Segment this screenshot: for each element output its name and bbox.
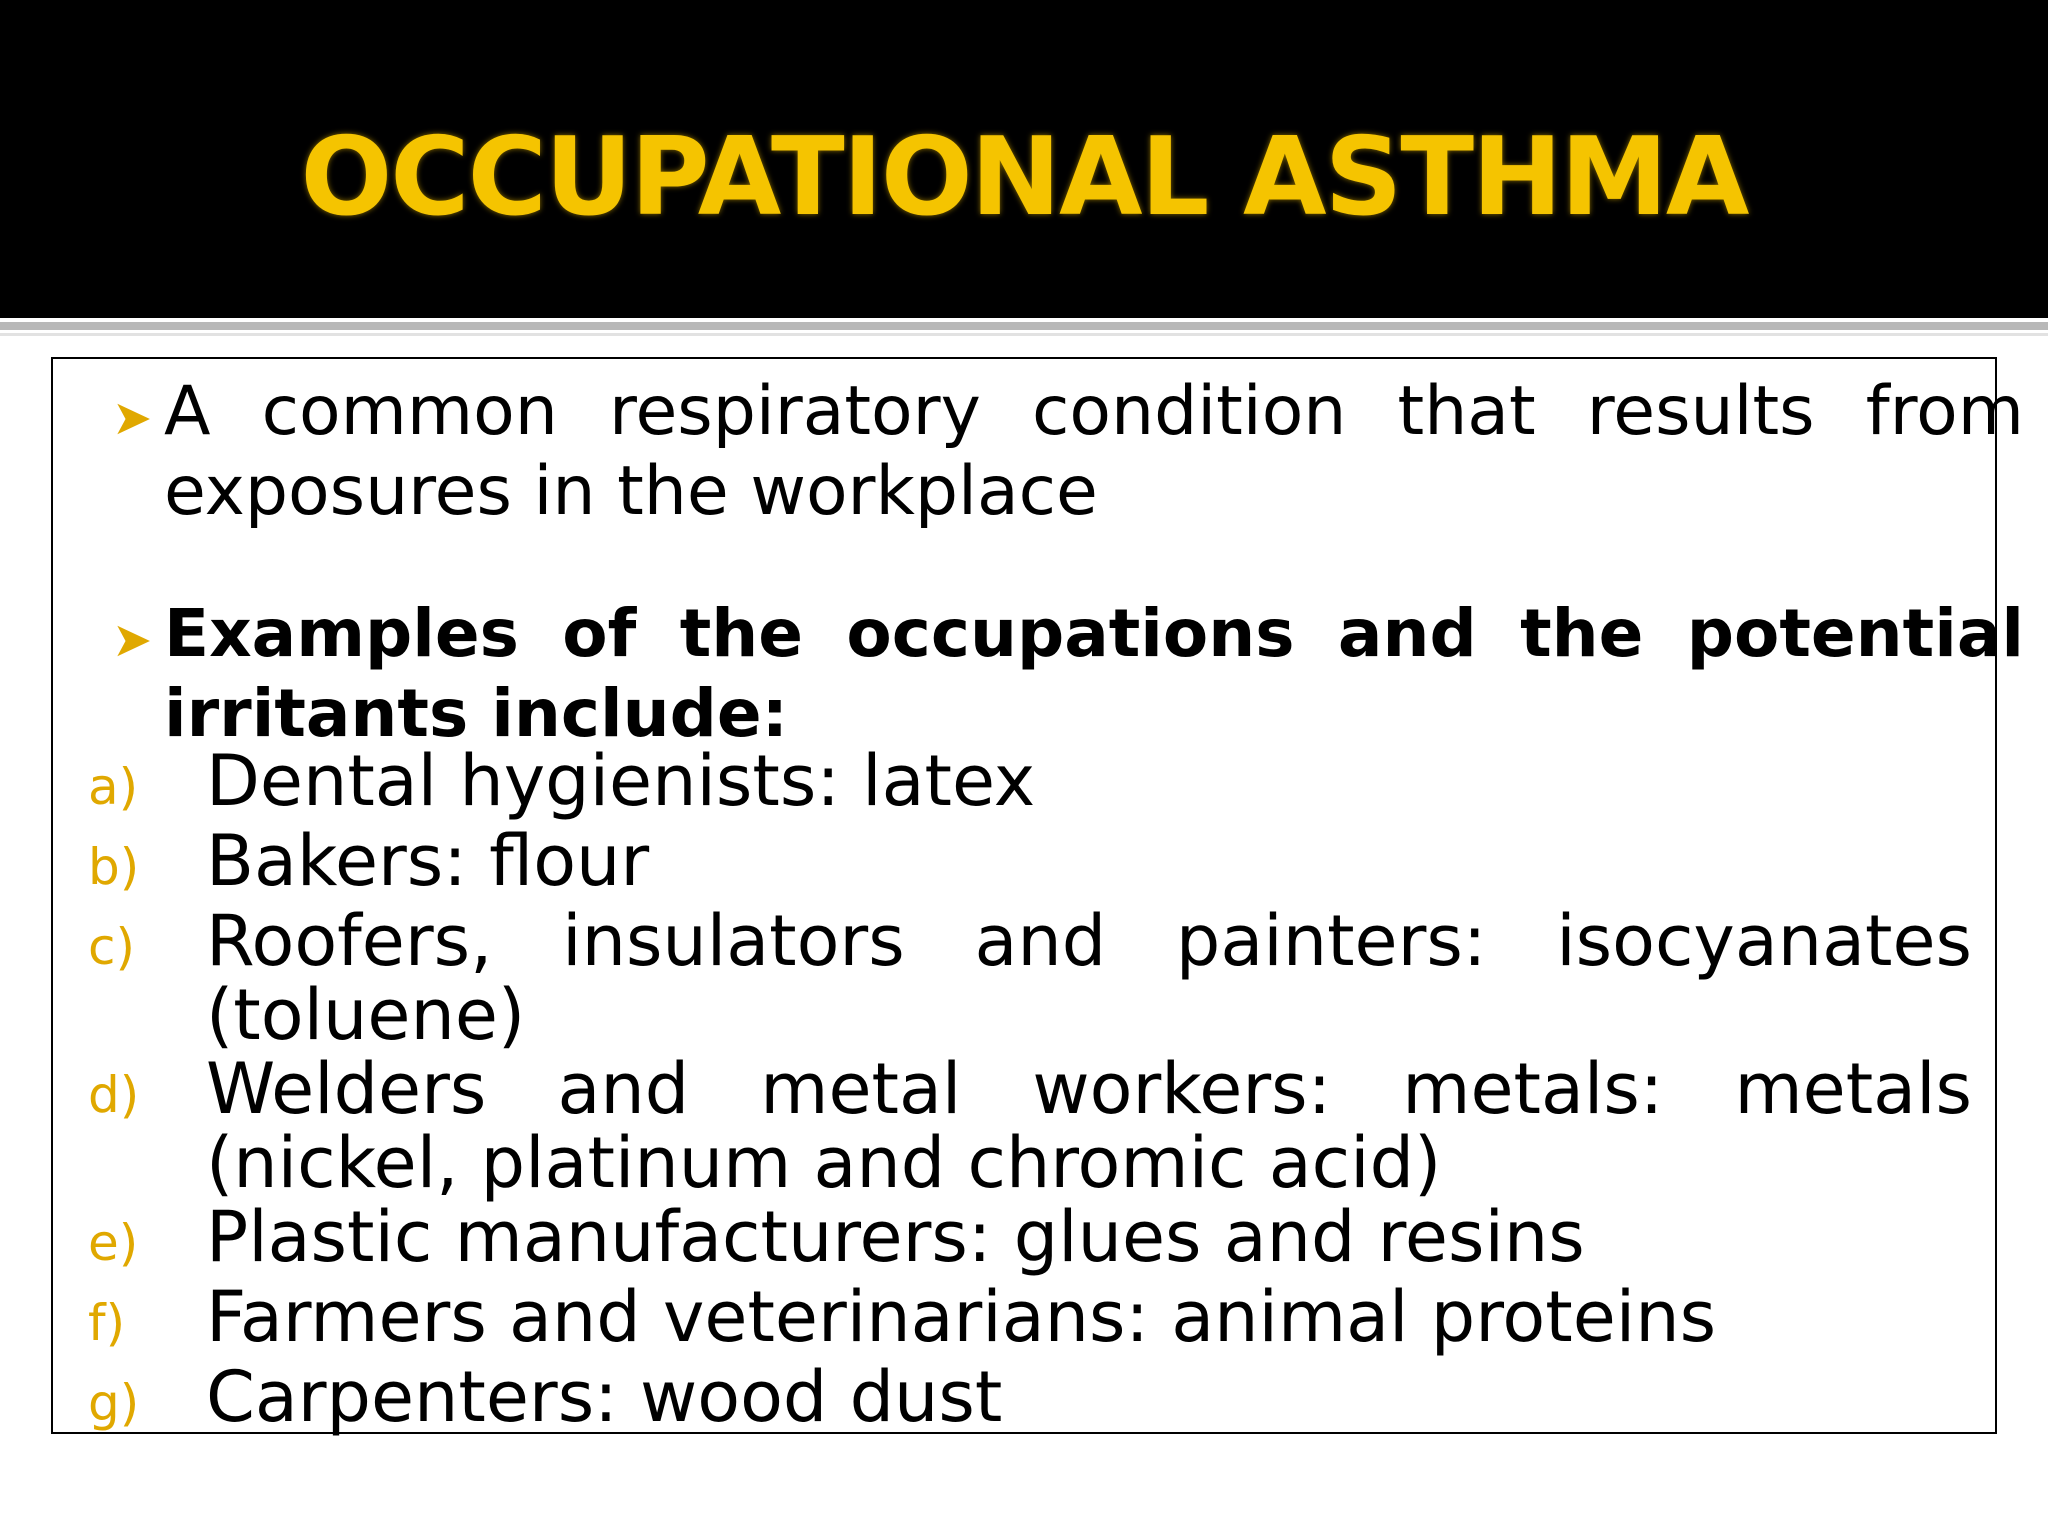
bullet-examples-heading: [112, 597, 2024, 751]
list-marker: c): [88, 918, 135, 976]
list-item: [88, 1048, 1972, 1204]
list-item-text: Welders and metal workers: metals: metals (nickel, platinum and chromic acid): [206, 1048, 1972, 1204]
list-item: [88, 1356, 1972, 1440]
list-item-text: Carpenters: wood dust: [206, 1356, 1003, 1438]
arrow-bullet-icon: ➤: [112, 612, 153, 668]
list-marker: d): [88, 1066, 140, 1124]
list-marker: e): [88, 1214, 139, 1272]
list-marker: b): [88, 838, 140, 896]
list-item: [88, 820, 1972, 904]
bullet-text: A common respiratory condition that results from exposures in the workplace: [164, 372, 2024, 531]
list-item: [88, 1276, 1972, 1360]
list-item: [88, 1196, 1972, 1280]
list-item-text: Dental hygienists: latex: [206, 740, 1036, 822]
list-item-text: Plastic manufacturers: glues and resins: [206, 1196, 1585, 1278]
divider-line-thin: [0, 333, 2048, 336]
list-item: [88, 900, 1972, 1056]
title-banner: [0, 0, 2048, 318]
bullet-text: Examples of the occupations and the potential irritants include:: [164, 595, 2024, 752]
list-marker: g): [88, 1374, 140, 1432]
list-marker: a): [88, 758, 139, 816]
occupation-list: [88, 740, 1972, 1440]
list-item-text: Roofers, insulators and painters: isocyanates (toluene): [206, 900, 1972, 1056]
slide-title: OCCUPATIONAL ASTHMA: [300, 115, 1748, 240]
list-item-text: Farmers and veterinarians: animal proteins: [206, 1276, 1717, 1358]
divider-line: [0, 322, 2048, 330]
list-item: [88, 740, 1972, 824]
bullet-definition: [112, 372, 2024, 531]
list-item-text: Bakers: flour: [206, 820, 650, 902]
arrow-bullet-icon: ➤: [112, 390, 153, 446]
list-marker: f): [88, 1294, 126, 1352]
